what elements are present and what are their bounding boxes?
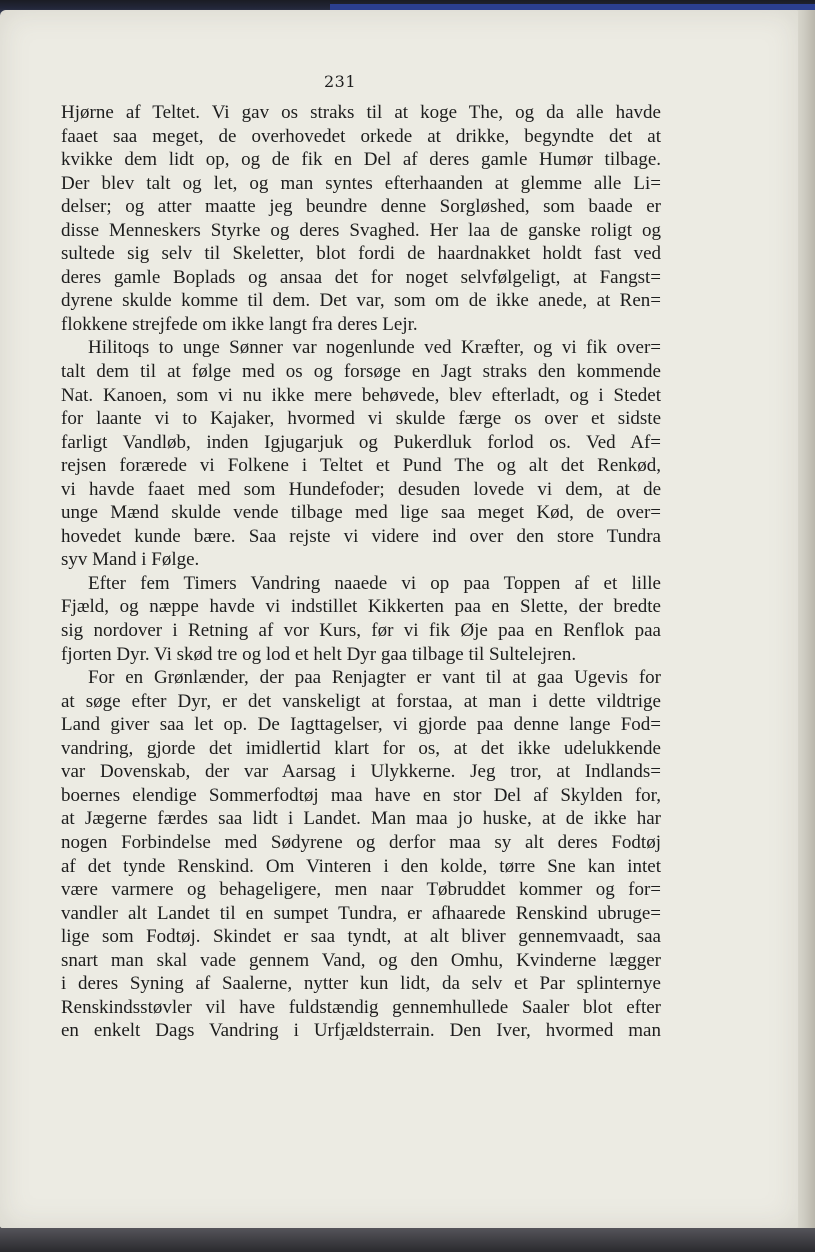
text-line: i deres Syning af Saalerne, nytter kun lidt, da selv et Par splinternye: [61, 973, 661, 995]
text-line: rejsen forærede vi Folkene i Teltet et Pund The og alt det Renkød,: [61, 455, 661, 477]
page-edge-stack: [796, 10, 815, 1232]
text-line: Efter fem Timers Vandring naaede vi op paa Toppen af et lille: [88, 572, 661, 594]
text-line: disse Menneskers Styrke og deres Svaghed. Her laa de ganske roligt og: [61, 219, 661, 241]
text-line: lige som Fodtøj. Skindet er saa tyndt, at alt bliver gennemvaadt, saa: [61, 926, 661, 948]
text-line: syv Mand i Følge.: [61, 549, 200, 571]
text-line: Fjæld, og næppe havde vi indstillet Kikkerten paa en Slette, der bredte: [61, 596, 661, 618]
text-line: for laante vi to Kajaker, hvormed vi skulde færge os over et sidste: [61, 408, 661, 430]
text-line: af det tynde Renskind. Om Vinteren i den kolde, tørre Sne kan intet: [61, 855, 661, 877]
text-line: For en Grønlænder, der paa Renjagter er vant til at gaa Ugevis for: [88, 667, 661, 689]
text-line: Hjørne af Teltet. Vi gav os straks til at koge The, og da alle havde: [61, 102, 661, 123]
text-line: delser; og atter maatte jeg beundre denne Sorgløshed, som baade er: [61, 196, 661, 218]
text-line: snart man skal vade gennem Vand, og den Omhu, Kvinderne lægger: [61, 949, 661, 971]
text-line: talt dem til at følge med os og forsøge en Jagt straks den kommende: [61, 361, 661, 383]
text-line: dyrene skulde komme til dem. Det var, som om de ikke anede, at Ren=: [61, 290, 661, 312]
text-line: farligt Vandløb, inden Igjugarjuk og Pukerdluk forlod os. Ved Af=: [61, 431, 661, 453]
text-line: være varmere og behageligere, men naar Tøbruddet kommer og for=: [61, 879, 661, 901]
page-number: 231: [323, 72, 357, 91]
text-line: deres gamle Boplads og ansaa det for noget selvfølgeligt, at Fangst=: [61, 266, 661, 288]
text-line: vandring, gjorde det imidlertid klart for os, at det ikke udelukkende: [61, 737, 661, 759]
text-line: Nat. Kanoen, som vi nu ikke mere behøvede, blev efterladt, og i Stedet: [61, 384, 661, 406]
text-line: Der blev talt og let, og man syntes efterhaanden at glemme alle Li=: [61, 172, 661, 194]
text-line: flokkene strejfede om ikke langt fra deres Lejr.: [61, 313, 418, 335]
text-line: vandler alt Landet til en sumpet Tundra, er afhaarede Renskind ubruge=: [61, 902, 661, 924]
text-line: en enkelt Dags Vandring i Urfjældsterrain. Den Iver, hvormed man: [61, 1020, 661, 1042]
text-line: Land giver saa let op. De Iagttagelser, vi gjorde paa denne lange Fod=: [61, 714, 661, 736]
text-line: Hilitoqs to unge Sønner var nogenlunde ved Kræfter, og vi fik over=: [88, 337, 661, 359]
text-line: nogen Forbindelse med Sødyrene og derfor maa sy alt deres Fodtøj: [61, 831, 661, 853]
text-line: faaet saa meget, de overhovedet orkede at drikke, begyndte det at: [61, 125, 661, 147]
body-text: [61, 101, 661, 1043]
text-line: sig nordover i Retning af vor Kurs, før vi fik Øje paa en Renflok paa: [61, 620, 661, 642]
text-line: var Dovenskab, der var Aarsag i Ulykkerne. Jeg tror, at Indlands=: [61, 761, 661, 783]
text-line: sultede sig selv til Skeletter, blot fordi de haardnakket holdt fast ved: [61, 243, 661, 265]
text-line: unge Mænd skulde vende tilbage med lige saa meget Kød, de over=: [61, 502, 661, 524]
text-line: at Jægerne færdes saa lidt i Landet. Man maa jo huske, at de ikke har: [61, 808, 661, 830]
text-line: Renskindsstøvler vil have fuldstændig gennemhullede Saaler blot efter: [61, 996, 661, 1018]
scan-bottom-border: [0, 1228, 815, 1252]
text-line: hovedet kunde bære. Saa rejste vi videre ind over den store Tundra: [61, 525, 661, 547]
text-line: fjorten Dyr. Vi skød tre og lod et helt Dyr gaa tilbage til Sultelejren.: [61, 643, 577, 665]
text-line: vi havde faaet med som Hundefoder; desuden lovede vi dem, at de: [61, 478, 661, 500]
text-line: kvikke dem lidt op, og de fik en Del af deres gamle Humør tilbage.: [61, 149, 661, 171]
text-line: at søge efter Dyr, er det vanskeligt at forstaa, at man i dette vildtrige: [61, 690, 661, 712]
text-line: boernes elendige Sommerfodtøj maa have en stor Del af Skylden for,: [61, 784, 661, 806]
